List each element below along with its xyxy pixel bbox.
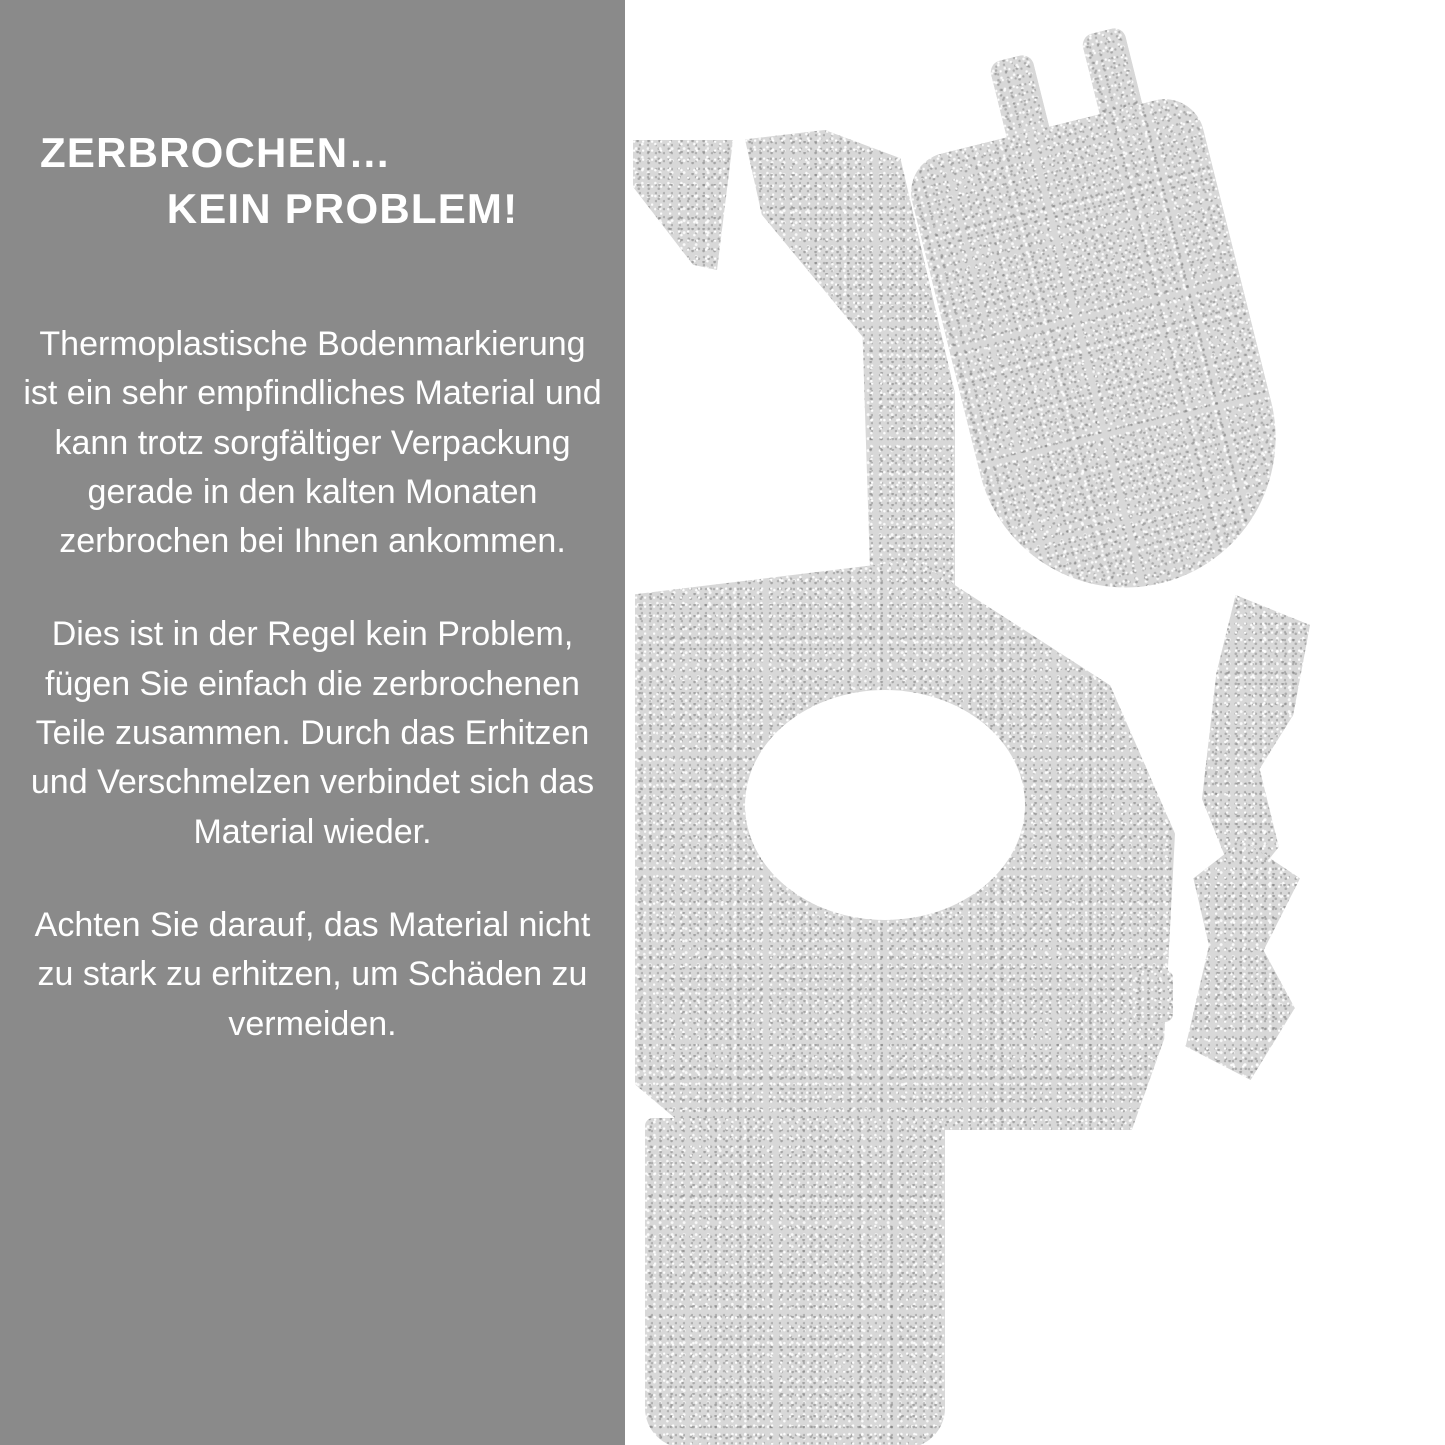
- cable-bottom-piece: [645, 1118, 945, 1445]
- socket-hole-cutout: [745, 690, 1025, 920]
- plug-head-piece: [903, 91, 1308, 620]
- headline-line-2: KEIN PROBLEM!: [166, 185, 519, 233]
- chip-fragment-top-piece: [633, 140, 733, 270]
- headline: [0, 125, 585, 238]
- broken-fragment-lower-piece: [1170, 840, 1300, 1080]
- paragraph-2: Dies ist in der Regel kein Problem, fügen Sie einfach die zerbrochenen Teile zusammen. Durch das Erhitzen und Verschmelzen verbindet sich das Material wieder.: [30, 615, 595, 851]
- illustration-area: [625, 0, 1445, 1445]
- plate-nub-piece: [1133, 970, 1173, 1022]
- paragraph-3: Achten Sie darauf, das Material nicht zu stark zu erhitzen, um Schäden zu vermeiden.: [34, 905, 591, 1043]
- body-copy: [20, 320, 605, 1049]
- paragraph-1: Thermoplastische Bodenmarkierung ist ein sehr empfindliches Material und kann trotz sorgfältiger Verpackung gerade in den kalten Monaten zerbrochen bei Ihnen ankommen.: [23, 325, 602, 561]
- headline-line-1: ZERBROCHEN…: [40, 129, 392, 176]
- info-panel: [0, 0, 625, 1445]
